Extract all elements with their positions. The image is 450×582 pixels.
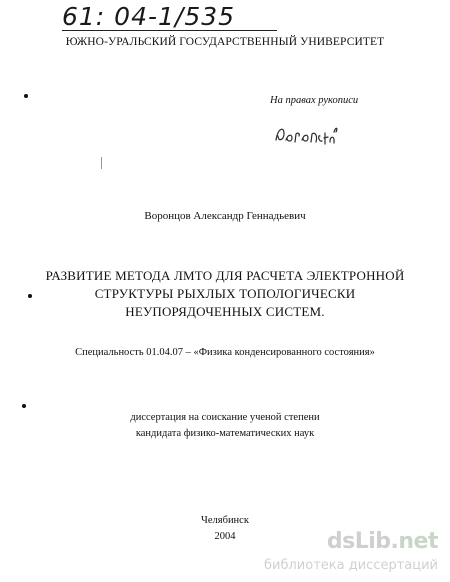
author-name: Воронцов Александр Геннадьевич [144, 210, 306, 222]
scan-dot [24, 94, 28, 98]
scan-dot [22, 404, 26, 408]
author-signature [272, 118, 342, 157]
purpose-line: кандидата физико-математических наук [135, 428, 315, 439]
archive-number: 61: 04-1/535 [62, 2, 236, 31]
watermark-brand: dsLib [326, 529, 391, 554]
specialty-line: Специальность 01.04.07 – «Физика конденсированного состояния» [75, 347, 375, 358]
signature-image [272, 118, 342, 152]
title-line: СТРУКТУРЫ РЫХЛЫХ ТОПОЛОГИЧЕСКИ [94, 286, 356, 301]
title-line: НЕУПОРЯДОЧЕННЫХ СИСТЕМ. [125, 304, 325, 319]
title-line: РАЗВИТИЕ МЕТОДА ЛМТО ДЛЯ РАСЧЕТА ЭЛЕКТРОННОЙ [45, 268, 405, 283]
purpose-line: диссертация на соискание ученой степени [130, 412, 320, 423]
watermark-subtitle: библиотека диссертаций [264, 558, 438, 573]
city: Челябинск [201, 515, 249, 526]
dissertation-title [0, 267, 450, 321]
archive-number-stamp [62, 2, 235, 31]
stamp-underline [62, 30, 277, 31]
scan-mark [101, 157, 102, 169]
year: 2004 [214, 531, 236, 542]
degree-purpose [0, 410, 450, 442]
site-watermark-logo [327, 529, 438, 554]
manuscript-rights-note: На правах рукописи [270, 95, 359, 106]
watermark-tld: .net [390, 529, 438, 554]
university-name: ЮЖНО-УРАЛЬСКИЙ ГОСУДАРСТВЕННЫЙ УНИВЕРСИТЕТ [65, 36, 385, 48]
